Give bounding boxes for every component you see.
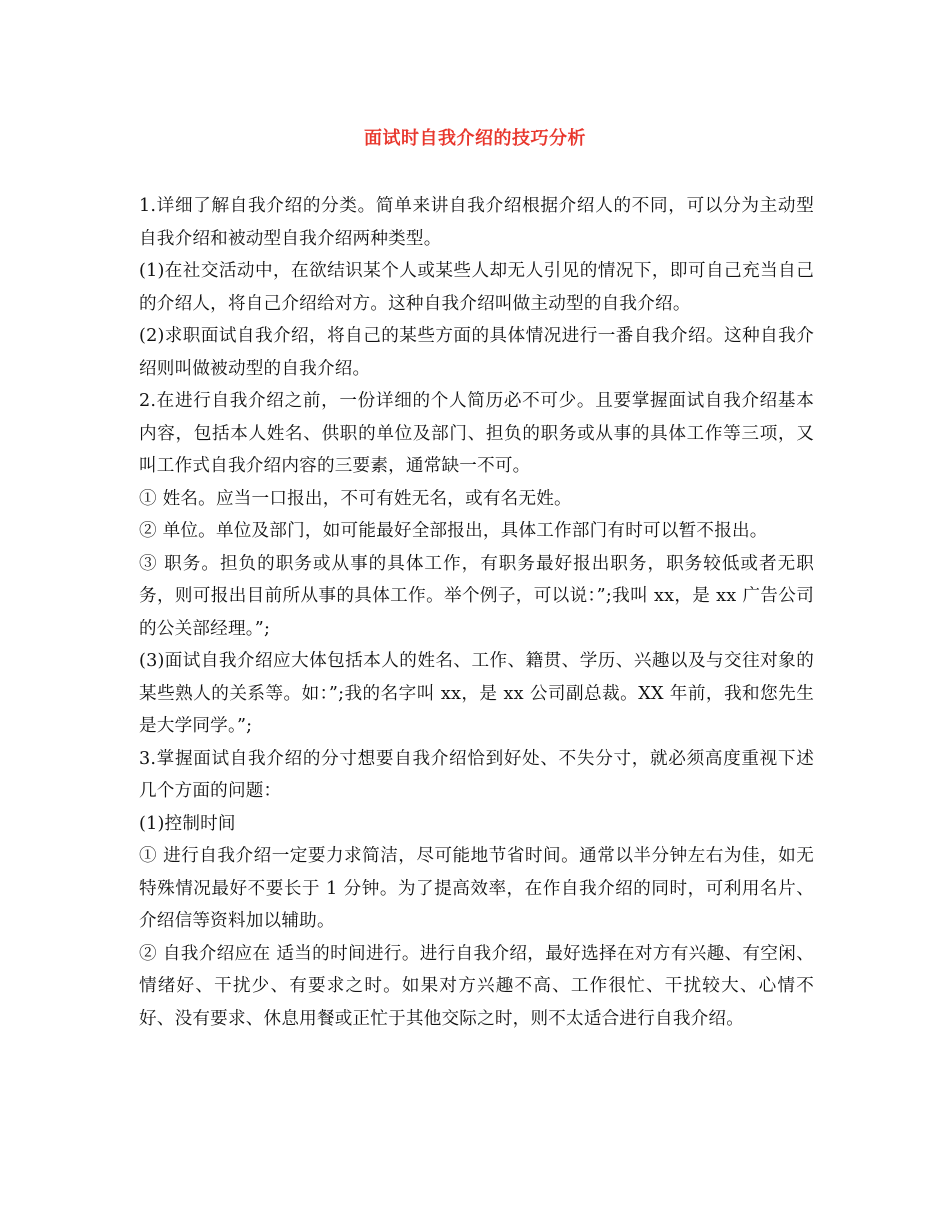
document-title: 面试时自我介绍的技巧分析 [364, 128, 586, 149]
paragraph-7: ③ 职务。担负的职务或从事的具体工作，有职务最好报出职务，职务较低或者无职务，则可报出目前所从事的具体工作。举个例子，可以说：”;我叫 xx，是 xx 广告公司的公关部经理。”; [139, 553, 814, 639]
paragraph-6: ② 单位。单位及部门，如可能最好全部报出，具体工作部门有时可以暂不报出。 [139, 521, 768, 541]
paragraph-9: 3.掌握面试自我介绍的分寸想要自我介绍恰到好处、不失分寸，就必须高度重视下述几个方面的问题： [139, 748, 814, 801]
document-body [139, 190, 814, 1035]
paragraph-4: 2.在进行自我介绍之前，一份详细的个人简历必不可少。且要掌握面试自我介绍基本内容，包括本人姓名、供职的单位及部门、担负的职务或从事的具体工作等三项，又叫工作式自我介绍内容的三要素，通常缺一不可。 [139, 391, 814, 476]
paragraph-1: 1.详细了解自我介绍的分类。简单来讲自我介绍根据介绍人的不同，可以分为主动型自我介绍和被动型自我介绍两种类型。 [139, 196, 814, 249]
paragraph-3: (2)求职面试自我介绍，将自己的某些方面的具体情况进行一番自我介绍。这种自我介绍则叫做被动型的自我介绍。 [139, 326, 814, 379]
paragraph-2: (1)在社交活动中，在欲结识某个人或某些人却无人引见的情况下，即可自己充当自己的介绍人，将自己介绍给对方。这种自我介绍叫做主动型的自我介绍。 [139, 261, 814, 314]
paragraph-12: ② 自我介绍应在 适当的时间进行。进行自我介绍，最好选择在对方有兴趣、有空闲、情绪好、干扰少、有要求之时。如果对方兴趣不高、工作很忙、干扰较大、心情不好、没有要求、休息用餐或正忙于其他交际之时，则不太适合进行自我介绍。 [139, 943, 814, 1029]
paragraph-8: (3)面试自我介绍应大体包括本人的姓名、工作、籍贯、学历、兴趣以及与交往对象的某些熟人的关系等。如：”;我的名字叫 xx，是 xx 公司副总裁。XX 年前，我和您先生是大学同学。”; [139, 651, 814, 736]
paragraph-11: ① 进行自我介绍一定要力求简洁，尽可能地节省时间。通常以半分钟左右为佳，如无特殊情况最好不要长于 1 分钟。为了提高效率，在作自我介绍的同时，可利用名片、介绍信等资料加以辅助。 [139, 846, 814, 931]
paragraph-5: ① 姓名。应当一口报出，不可有姓无名，或有名无姓。 [139, 488, 572, 509]
paragraph-10: (1)控制时间 [139, 813, 236, 834]
